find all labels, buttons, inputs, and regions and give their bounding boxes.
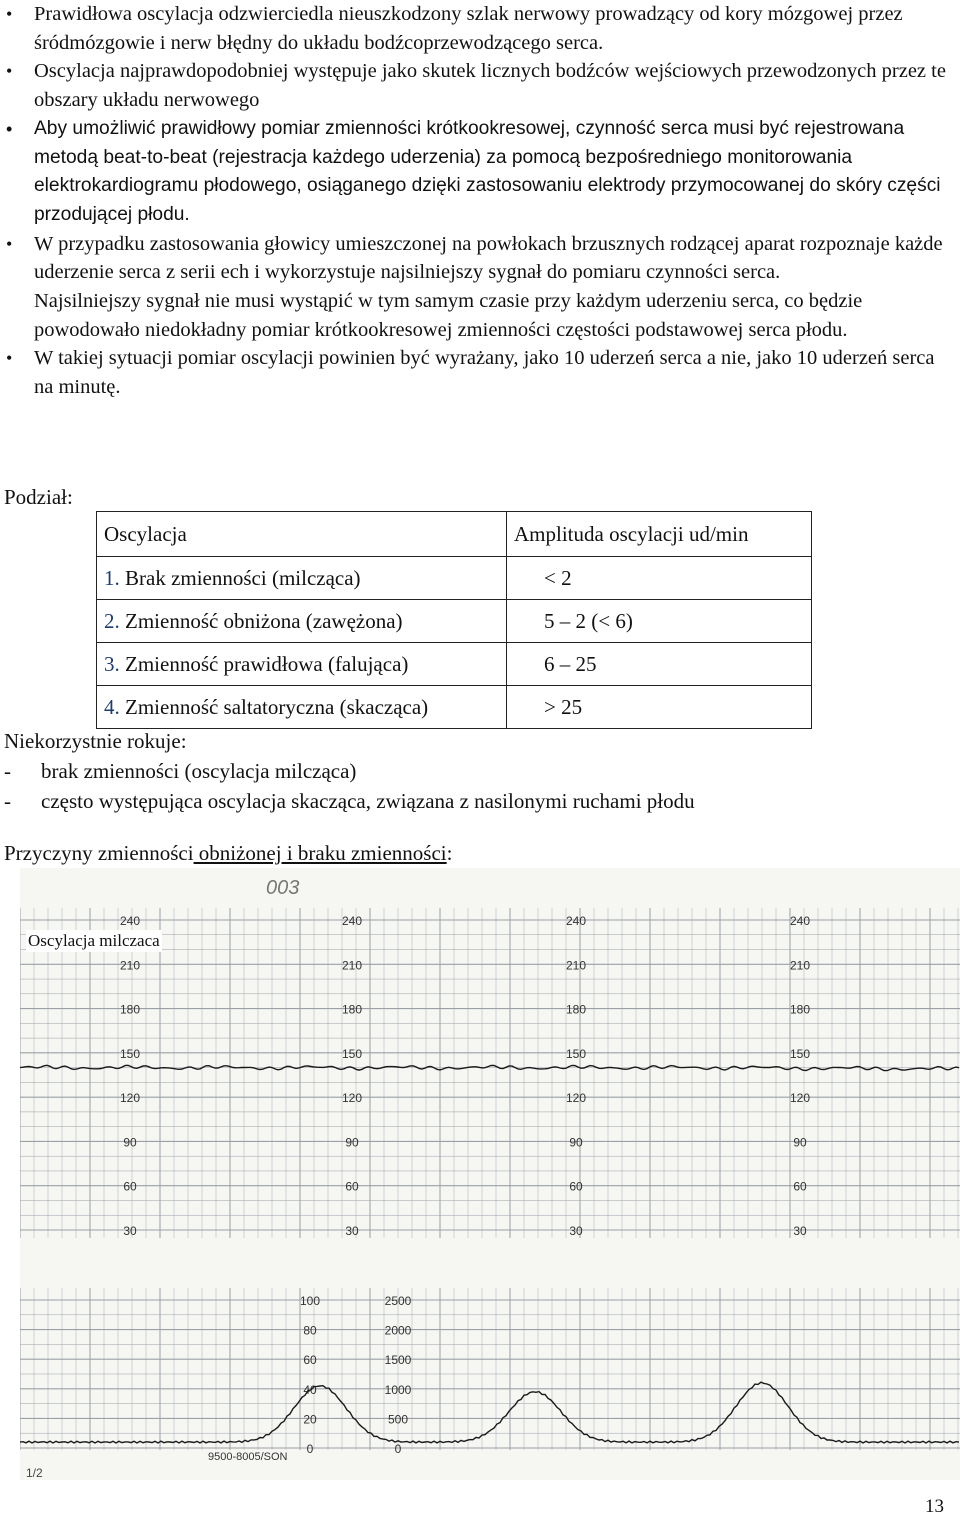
row-label: Zmienność obniżona (zawężona) xyxy=(125,608,403,633)
fhr-tick-label: 150 xyxy=(341,1046,363,1061)
strip-code-label: 003 xyxy=(266,877,300,899)
fhr-tick-label: 210 xyxy=(119,958,141,973)
row-number: 3. xyxy=(104,651,120,676)
row-number: 1. xyxy=(104,565,120,590)
uc-tick-label: 40 xyxy=(303,1382,317,1397)
przyczyny-heading xyxy=(4,840,452,866)
fhr-tick-label: 210 xyxy=(341,958,363,973)
bullet-text: W takiej sytuacji pomiar oscylacji powinien być wyrażany, jako 10 uderzeń serca a nie, jako 10 uderzeń serca na minutę. xyxy=(34,347,935,399)
przyczyny-prefix: Przyczyny zmienności xyxy=(4,841,194,865)
fhr-tick-label: 240 xyxy=(789,914,811,928)
table-header-row xyxy=(97,512,812,557)
fhr-tick-label: 60 xyxy=(345,1179,359,1194)
table-cell-label xyxy=(97,557,507,600)
list-item-text: często występująca oscylacja skacząca, związana z nasilonymi ruchami płodu xyxy=(41,789,695,813)
fhr-tick-label: 210 xyxy=(789,958,811,973)
bullet-item-5 xyxy=(0,344,960,401)
bullet-text: Aby umożliwić prawidłowy pomiar zmienności krótkookresowej, czynność serca musi być rejestrowana metodą beat-to-beat (rejestracja każdego uderzenia) za pomocą bezpośredniego monitorowania elektrokardiogramu płodowego, osiąganego dzięki zastosowaniu elektrody przymocowanej do skóry części przodującej płodu. xyxy=(34,117,941,225)
fhr-tick-label: 240 xyxy=(119,914,141,928)
uc-tick-label: 60 xyxy=(303,1353,317,1368)
uc-tick-label-right: 0 xyxy=(394,1442,402,1456)
przyczyny-underlined: obniżonej i braku zmienności xyxy=(193,841,447,865)
table-header-cell: Oscylacja xyxy=(97,512,507,557)
dash-glyph: - xyxy=(4,759,11,783)
table-row xyxy=(97,600,812,643)
przyczyny-suffix: : xyxy=(446,841,453,865)
fhr-tick-label: 180 xyxy=(119,1002,141,1017)
bullet-glyph: • xyxy=(6,118,13,139)
list-item-text: brak zmienności (oscylacja milcząca) xyxy=(41,759,357,783)
corner-mark: 1/2 xyxy=(26,1466,43,1480)
fhr-tick-label: 150 xyxy=(119,1046,141,1061)
dash-glyph: - xyxy=(4,789,11,813)
fhr-tick-label: 210 xyxy=(565,958,587,973)
table-cell-label xyxy=(97,686,507,729)
niekorzystnie-list xyxy=(4,756,695,816)
uc-tick-label-right: 500 xyxy=(387,1412,409,1427)
fhr-tick-label: 180 xyxy=(565,1002,587,1017)
fhr-tick-label: 120 xyxy=(119,1091,141,1106)
fhr-tick-label: 30 xyxy=(345,1224,359,1238)
uc-tick-label-right: 2000 xyxy=(384,1323,412,1338)
fhr-tick-label: 30 xyxy=(569,1224,583,1238)
fhr-tick-label: 60 xyxy=(569,1179,583,1194)
oscillation-table xyxy=(96,511,812,729)
bullet-glyph: • xyxy=(6,233,13,254)
bullet-continuation xyxy=(0,287,960,344)
bullet-text: Prawidłowa oscylacja odzwierciedla nieuszkodzony szlak nerwowy prowadzący od kory mózgowej przez śródmózgowie i nerw błędny do układu bodźcoprzewodzącego serca. xyxy=(34,3,903,54)
podzial-heading: Podział: xyxy=(4,485,73,509)
uc-tick-label: 20 xyxy=(303,1412,317,1427)
bullet-text: Oscylacja najprawdopodobniej występuje jako skutek licznych bodźców wejściowych przewodzonych przez te obszary układu nerwowego xyxy=(34,60,946,112)
fhr-tick-label: 30 xyxy=(123,1224,137,1238)
niekorzystnie-heading: Niekorzystnie rokuje: xyxy=(4,729,187,753)
table-row xyxy=(97,557,812,600)
table-cell-value: 5 – 2 (< 6) xyxy=(507,600,812,643)
row-label: Zmienność saltatoryczna (skacząca) xyxy=(125,694,429,719)
table-cell-value: 6 – 25 xyxy=(507,643,812,686)
list-item xyxy=(4,756,695,786)
part-number-label: 9500-8005/SON xyxy=(208,1451,288,1463)
fhr-tick-label: 30 xyxy=(793,1224,807,1238)
fhr-tick-label: 240 xyxy=(565,914,587,928)
fhr-tick-label: 90 xyxy=(123,1135,137,1150)
fhr-tick-label: 90 xyxy=(793,1135,807,1150)
fhr-tick-label: 90 xyxy=(569,1135,583,1150)
bullet-glyph: • xyxy=(6,4,13,24)
table-cell-value: > 25 xyxy=(507,686,812,729)
row-number: 4. xyxy=(104,694,120,719)
ctg-grid xyxy=(20,908,960,1450)
ctg-strip-svg xyxy=(20,868,960,1480)
bullet-item-1 xyxy=(0,0,960,57)
ctg-caption: Oscylacja milczaca xyxy=(28,931,160,950)
fhr-tick-label: 240 xyxy=(341,914,363,928)
table-row xyxy=(97,686,812,729)
list-item xyxy=(4,786,695,816)
table-cell-value: < 2 xyxy=(507,557,812,600)
fhr-tick-label: 150 xyxy=(789,1046,811,1061)
bullet-text: W przypadku zastosowania głowicy umieszczonej na powłokach brzusznych rodzącej aparat rozpoznaje każde uderzenie serca z serii ech i wykorzystuje najsilniejszy sygnał do pomiaru czynności serca. xyxy=(34,232,943,284)
fhr-tick-label: 150 xyxy=(565,1046,587,1061)
bullet-glyph: • xyxy=(6,61,13,82)
uc-tick-label-right: 1000 xyxy=(384,1382,412,1397)
uc-tick-label-right: 1500 xyxy=(384,1353,412,1368)
fhr-tick-label: 60 xyxy=(793,1179,807,1194)
page-number: 13 xyxy=(925,1496,944,1517)
fhr-tick-label: 90 xyxy=(345,1135,359,1150)
bullet-item-2 xyxy=(0,57,960,114)
ctg-strip-image xyxy=(20,868,960,1480)
uc-tick-label: 0 xyxy=(306,1442,314,1456)
bullet-list xyxy=(0,0,960,402)
fhr-tick-label: 60 xyxy=(123,1179,137,1194)
bullet-glyph: • xyxy=(6,348,13,369)
table-header-cell: Amplituda oscylacji ud/min xyxy=(507,512,812,557)
uc-tick-label-right: 2500 xyxy=(384,1294,412,1308)
table-row xyxy=(97,643,812,686)
uc-tick-label: 100 xyxy=(299,1294,321,1308)
row-label: Zmienność prawidłowa (falująca) xyxy=(125,651,409,676)
continuation-text: Najsilniejszy sygnał nie musi wystąpić w tym samym czasie przy każdym uderzeniu serca, co będzie powodowało niedokładny pomiar krótkookresowej zmienności częstości podstawowej serca płodu. xyxy=(34,290,863,341)
table-cell-label xyxy=(97,643,507,686)
table-cell-label xyxy=(97,600,507,643)
fhr-tick-label: 120 xyxy=(565,1091,587,1106)
row-label: Brak zmienności (milcząca) xyxy=(125,565,361,590)
fhr-tick-label: 120 xyxy=(341,1091,363,1106)
bullet-item-3 xyxy=(0,115,960,230)
fhr-tick-label: 180 xyxy=(341,1002,363,1017)
fhr-tick-label: 180 xyxy=(789,1002,811,1017)
uc-tick-label: 80 xyxy=(303,1323,317,1338)
bullet-item-4 xyxy=(0,230,960,287)
ctg-tick-labels xyxy=(120,914,810,1456)
row-number: 2. xyxy=(104,608,120,633)
fhr-tick-label: 120 xyxy=(789,1091,811,1106)
